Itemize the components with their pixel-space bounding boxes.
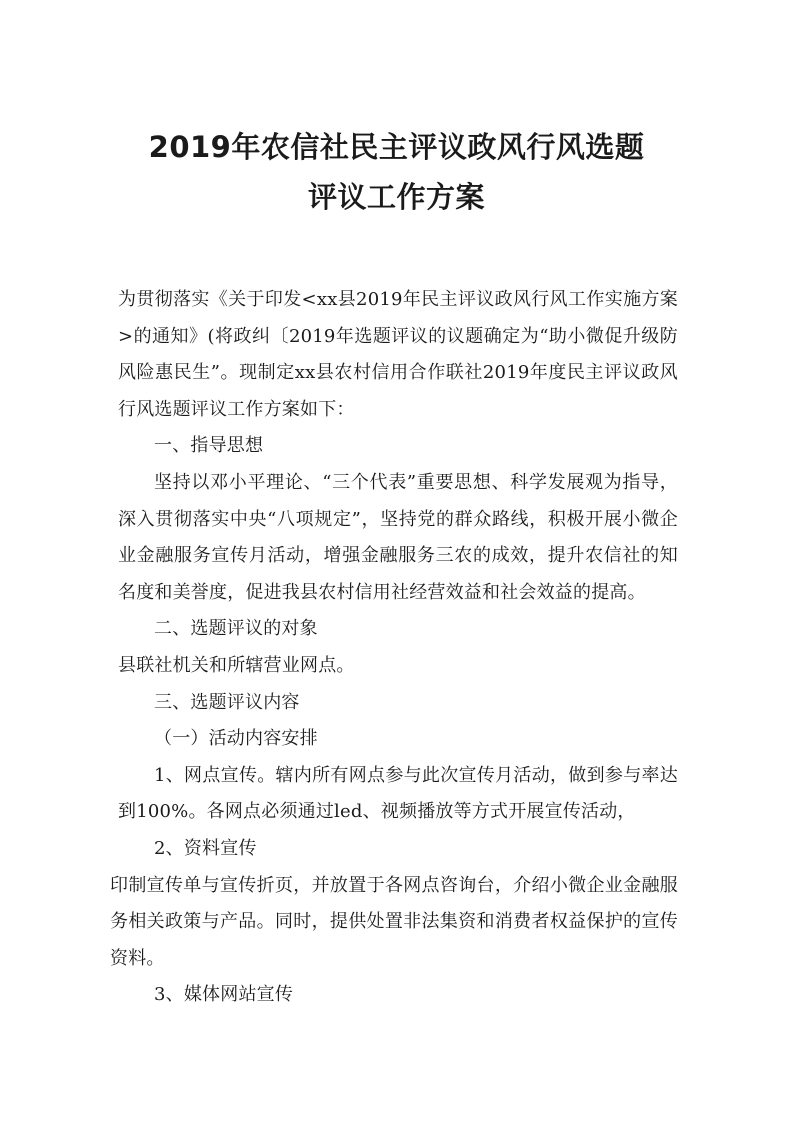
document-body bbox=[110, 282, 678, 1014]
section-heading-guiding-ideology: 一、指导思想 bbox=[154, 435, 264, 457]
subsection-heading-activity-arrangement: （一）活动内容安排 bbox=[154, 728, 318, 750]
item-media-website-promotion-heading: 3、媒体网站宣传 bbox=[154, 984, 294, 1006]
item-branch-promotion: 1、网点宣传。辖内所有网点参与此次宣传月活动，做到参与率达到100%。各网点必须通过led、视频播放等方式开展宣传活动， bbox=[118, 764, 678, 823]
guiding-ideology-paragraph: 坚持以邓小平理论、“三个代表”重要思想、科学发展观为指导，深入贯彻落实中央“八项规定”，坚持党的群众路线，积极开展小微企业金融服务宣传月活动，增强金融服务三农的成效，提升农信社的知名度和美誉度，促进我县农村信用社经营效益和社会效益的提高。 bbox=[118, 471, 678, 603]
evaluation-targets-paragraph: 县联社机关和所辖营业网点。 bbox=[118, 654, 355, 676]
title-line-2: 评议工作方案 bbox=[307, 180, 485, 214]
section-heading-evaluation-targets: 二、选题评议的对象 bbox=[154, 618, 318, 640]
intro-paragraph: 为贯彻落实《关于印发<xx县2019年民主评议政风行风工作实施方案>的通知》(将政纠〔2019年选题评议的议题确定为“助小微促升级防风险惠民生”。现制定xx县农村信用合作联社2019年度民主评议政风行风选题评议工作方案如下： bbox=[118, 289, 678, 420]
document-title bbox=[0, 122, 793, 222]
section-heading-evaluation-content: 三、选题评议内容 bbox=[154, 691, 300, 713]
item-material-promotion-heading: 2、资料宣传 bbox=[154, 837, 257, 859]
title-line-1: 2019年农信社民主评议政风行风选题 bbox=[148, 130, 645, 164]
material-promotion-paragraph: 印制宣传单与宣传折页，并放置于各网点咨询台，介绍小微企业金融服务相关政策与产品。同时，提供处置非法集资和消费者权益保护的宣传资料。 bbox=[110, 874, 678, 969]
